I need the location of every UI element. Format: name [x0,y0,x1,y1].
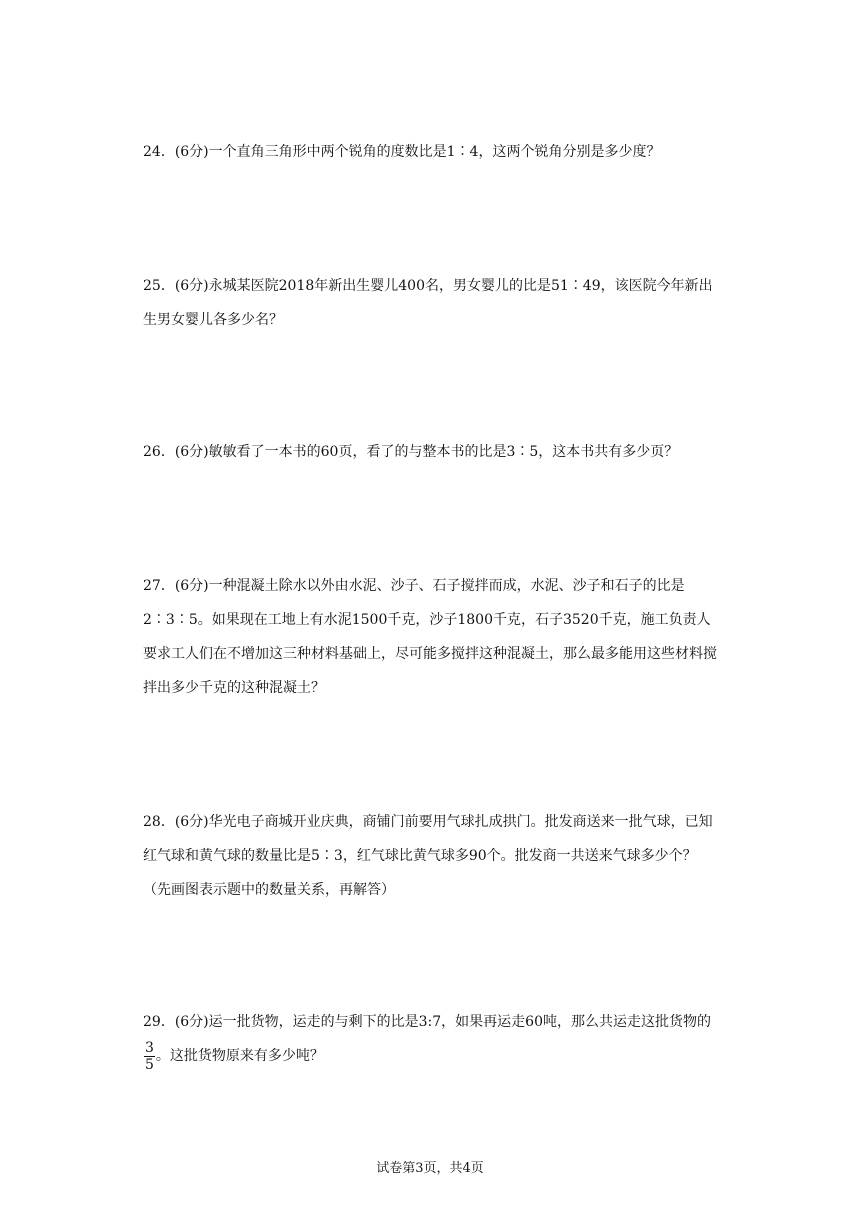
question-29-text-after: 。这批货物原来有多少吨？ [155,1048,324,1064]
page-footer: 试卷第3页，共4页 [376,1161,484,1176]
fraction-numerator: 3 [145,1039,154,1056]
question-25: 25．(6分)永城某医院2018年新出生婴儿400名，男女婴儿的比是51∶49，该医院今年新出生男女婴儿各多少名？ [143,278,713,328]
fraction-denominator: 5 [145,1056,154,1073]
question-29 [143,1005,723,1073]
question-26: 26．(6分)敏敏看了一本书的60页，看了的与整本书的比是3∶5，这本书共有多少页？ [143,444,679,460]
question-29-text-before: 29．(6分)运一批货物，运走的与剩下的比是3:7，如果再运走60吨，那么共运走这批货物的 [143,1014,711,1030]
question-28: 28．(6分)华光电子商城开业庆典，商铺门前要用气球扎成拱门。批发商送来一批气球，已知红气球和黄气球的数量比是5∶3，红气球比黄气球多90个。批发商一共送来气球多少个？（先画图表示题中的数量关系，再解答） [143,814,713,898]
question-24: 24．(6分)一个直角三角形中两个锐角的度数比是1∶4，这两个锐角分别是多少度？ [143,144,661,160]
fraction [144,1040,155,1073]
question-27: 27．(6分)一种混凝土除水以外由水泥、沙子、石子搅拌而成，水泥、沙子和石子的比是2∶3∶5。如果现在工地上有水泥1500千克，沙子1800千克，石子3520千克，施工负责人要求工人们在不增加这三种材料基础上，尽可能多搅拌这种混凝土，那么最多能用这些材料搅拌出多少千克的这种混凝土？ [143,578,717,696]
